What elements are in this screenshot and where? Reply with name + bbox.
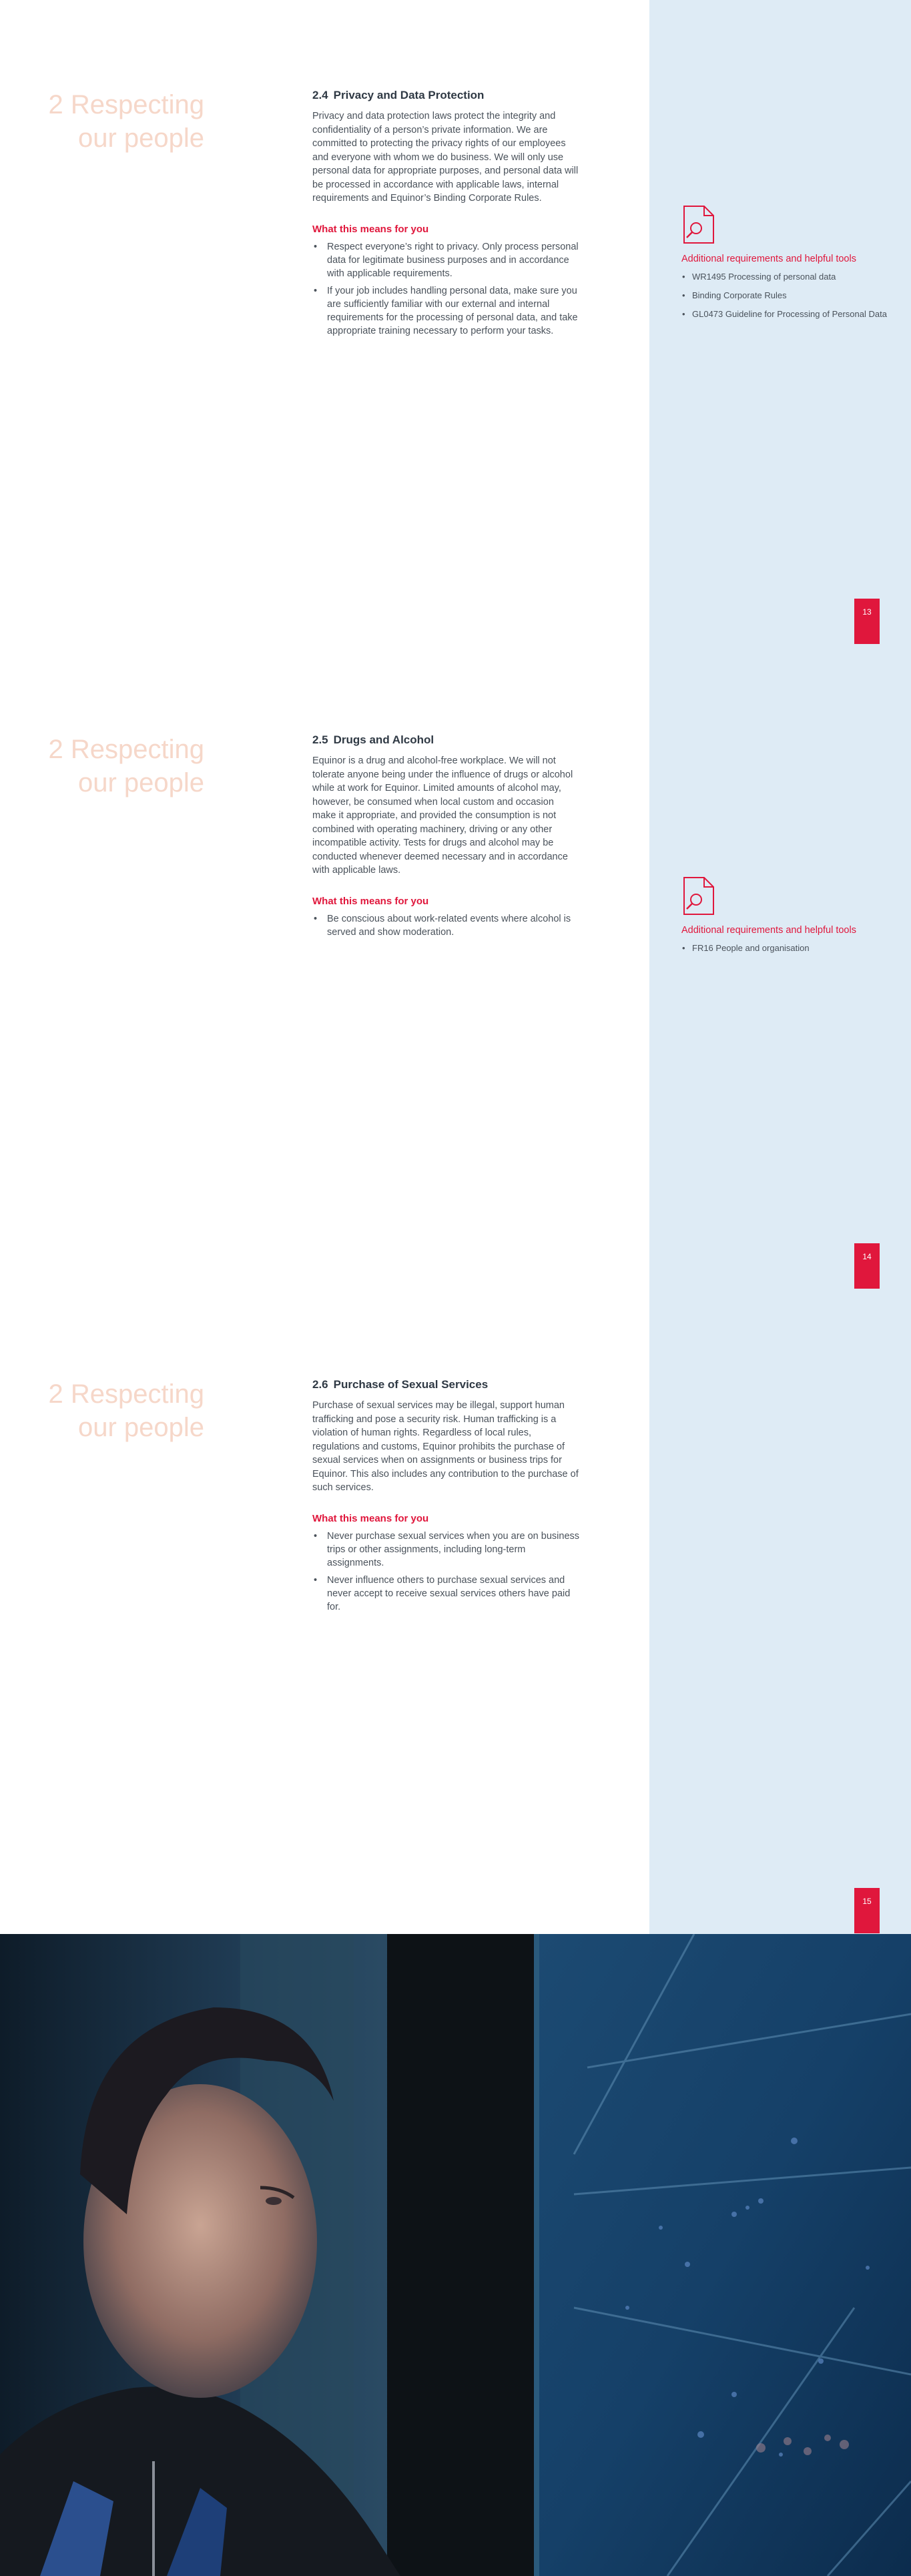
section-sexual-services [312,1377,579,1618]
tools-panel [681,204,888,327]
section-title: 2.4 Privacy and Data Protection [312,89,485,101]
section-title: 2.6 Purchase of Sexual Services [312,1378,489,1391]
section-body: Privacy and data protection laws protect the integrity and confidentiality of a person’s private information. We are committed to protecting the privacy rights of our employees and everyone with whom we do business. We will only use personal data for appropriate purposes, and personal data will be processed in accordance with applicable laws, internal requirements and Equinor’s Binding Corporate Rules. [312,111,579,204]
tool-link[interactable]: • GL0473 Guideline for Processing of Personal Data [681,308,888,320]
page-number-badge: 14 [854,1243,880,1289]
document-search-icon [681,204,716,246]
list-item: • Respect everyone’s right to privacy. Only process personal data for legitimate business purposes and in accordance with applicable requirements. [312,240,579,280]
chapter-heading: 2 Respecting our people [48,735,204,797]
page-13 [0,0,911,645]
sidebar-panel [649,645,911,1289]
section-drugs-alcohol [312,733,579,943]
photo-man-at-screen [0,1934,911,2576]
section-privacy [312,88,579,342]
section-body: Equinor is a drug and alcohol-free workplace. We will not tolerate anyone being under the influence of drugs or alcohol while at work for Equinor. Limited amounts of alcohol may, however, be consumed when local custom and occasion make it appropriate, and provided the consumption is not combined with operating machinery, driving or any other incompatible activity. Tests for drugs and alcohol may be conducted whenever deemed necessary and in accordance with applicable laws. [312,755,573,876]
chapter-heading: 2 Respecting our people [48,1379,204,1442]
photo-illustration [0,1934,911,2576]
page-14 [0,645,911,1289]
page-number-badge: 13 [854,599,880,644]
list-item: • Be conscious about work-related events where alcohol is served and show moderation. [312,912,579,939]
tools-list [681,942,888,954]
tools-title: Additional requirements and helpful tools [681,925,856,936]
document-search-icon [681,876,716,917]
section-title: 2.5 Drugs and Alcohol [312,733,434,746]
list-item: • If your job includes handling personal data, make sure you are sufficiently familiar with our external and internal requirements for the processing of personal data, and take appropriate training necessary to perform your tasks. [312,284,579,338]
section-body: Purchase of sexual services may be illegal, support human trafficking and pose a security risk. Human trafficking is a violation of human rights. Regardless of local rules, regulations and customs, Equinor prohibits the purchase of sexual services when on assignments or business trips for Equinor. This also includes any contribution to the purchase of such services. [312,1400,579,1493]
tools-panel [681,876,888,961]
bullet-list [312,912,579,939]
page-15 [0,1289,911,1934]
tool-link[interactable]: • Binding Corporate Rules [681,290,888,302]
bullet-list [312,240,579,338]
sidebar-panel [649,1289,911,1934]
means-heading: What this means for you [312,223,429,235]
means-heading: What this means for you [312,1512,429,1524]
list-item: • Never purchase sexual services when you are on business trips or other assignments, including long-term assignments. [312,1530,579,1570]
chapter-heading: 2 Respecting our people [48,90,204,153]
tool-link[interactable]: • FR16 People and organisation [681,942,888,954]
means-heading: What this means for you [312,895,429,907]
page-number-badge: 15 [854,1888,880,1933]
tools-title: Additional requirements and helpful tools [681,254,856,264]
list-item: • Never influence others to purchase sexual services and never accept to receive sexual services others have paid for. [312,1574,579,1614]
tools-list [681,271,888,320]
bullet-list [312,1530,579,1614]
tool-link[interactable]: • WR1495 Processing of personal data [681,271,888,283]
